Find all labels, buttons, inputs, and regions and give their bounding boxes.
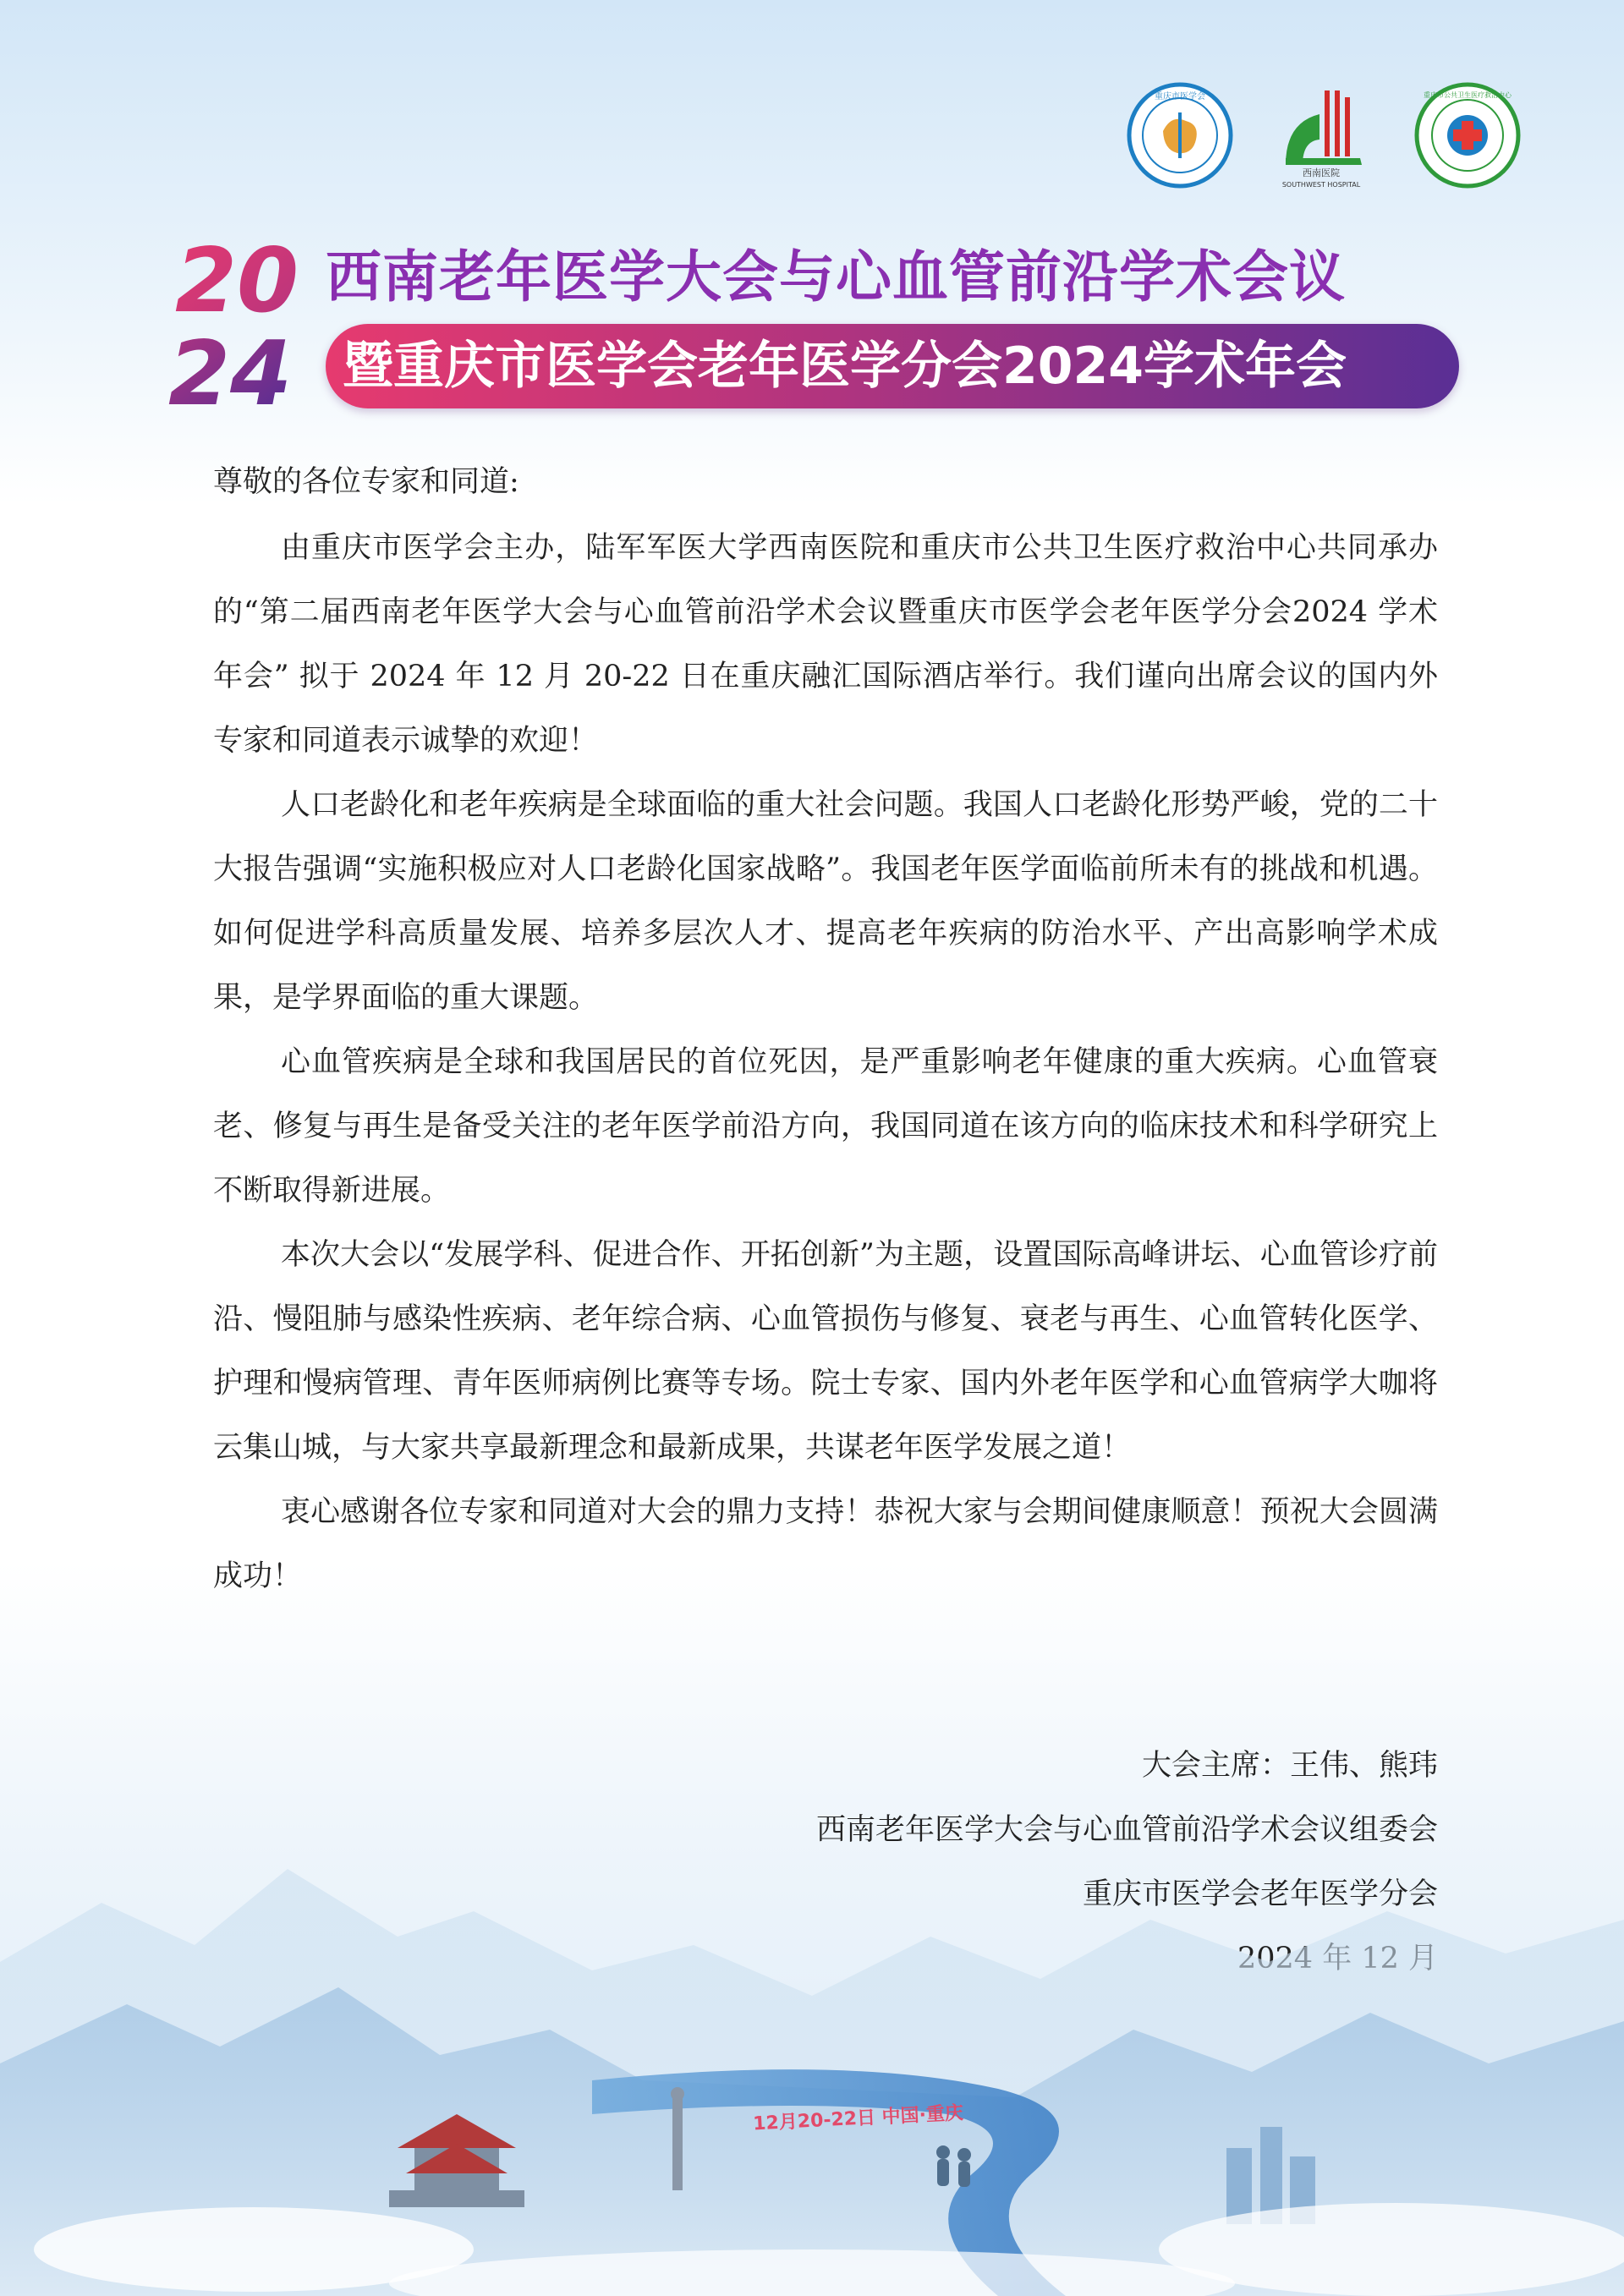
letter-body xyxy=(213,448,1438,1608)
svg-text:重庆市公共卫生医疗救治中心: 重庆市公共卫生医疗救治中心 xyxy=(1424,91,1512,99)
conference-subtitle: 暨重庆市医学会老年医学分会2024学术年会 xyxy=(343,337,1347,396)
svg-text:SOUTHWEST HOSPITAL: SOUTHWEST HOSPITAL xyxy=(1281,181,1361,189)
svg-text:24: 24 xyxy=(168,322,293,421)
paragraph: 人口老龄化和老年疾病是全球面临的重大社会问题。我国人口老龄化形势严峻，党的二十大报告强调“实施积极应对人口老龄化国家战略”。我国老年医学面临前所未有的挑战和机遇。如何促进学科高质量发展、培养多层次人才、提高老年疾病的防治水平、产出高影响学术成果，是学界面临的重大课题。 xyxy=(213,788,1438,1015)
sponsor-logos xyxy=(1125,80,1522,190)
chairman-line: 大会主席：王伟、熊玮 xyxy=(1141,1749,1438,1783)
svg-text:20: 20 xyxy=(175,229,299,332)
paragraph: 由重庆市医学会主办，陆军军医大学西南医院和重庆市公共卫生医疗救治中心共同承办的“第二届西南老年医学大会与心血管前沿学术会议暨重庆市医学会老年医学分会2024 学术年会” 拟于 2024 年 12 月 20-22 日在重庆融汇国际酒店举行。我们谨向出席会议的国内外专家和同道表示诚挚的欢迎！ xyxy=(213,531,1438,758)
mountain-scenery-illustration xyxy=(0,1776,1624,2296)
salutation: 尊敬的各位专家和同道: xyxy=(213,465,519,499)
paragraph: 本次大会以“发展学科、促进合作、开拓创新”为主题，设置国际高峰讲坛、心血管诊疗前沿、慢阻肺与感染性疾病、老年综合病、心血管损伤与修复、衰老与再生、心血管转化医学、护理和慢病管理、青年医师病例比赛等专场。院士专家、国内外老年医学和心血管病学大咖将云集山城，与大家共享最新理念和最新成果，共谋老年医学发展之道！ xyxy=(213,1238,1438,1465)
conference-subtitle-banner xyxy=(326,324,1459,408)
svg-text:西南医院: 西南医院 xyxy=(1303,167,1340,178)
svg-text:重庆市医学会: 重庆市医学会 xyxy=(1155,92,1205,101)
public-health-center-logo xyxy=(1413,80,1522,190)
organizing-committee: 西南老年医学大会与心血管前沿学术会议组委会 xyxy=(815,1813,1438,1847)
paragraph: 心血管疾病是全球和我国居民的首位死因，是严重影响老年健康的重大疾病。心血管衰老、修复与再生是备受关注的老年医学前沿方向，我国同道在该方向的临床技术和科学研究上不断取得新进展。 xyxy=(213,1045,1438,1208)
paragraph: 衷心感谢各位专家和同道对大会的鼎力支持！恭祝大家与会期间健康顺意！预祝大会圆满成功！ xyxy=(213,1495,1438,1593)
conference-title: 西南老年医学大会与心血管前沿学术会议 xyxy=(326,244,1346,310)
southwest-hospital-logo xyxy=(1269,80,1379,190)
chongqing-medical-association-logo xyxy=(1125,80,1235,190)
event-date-location-tag: 12月20-22日 中国·重庆 xyxy=(752,2102,964,2135)
geriatric-branch: 重庆市医学会老年医学分会 xyxy=(1082,1877,1438,1911)
year-graphic xyxy=(165,227,317,421)
